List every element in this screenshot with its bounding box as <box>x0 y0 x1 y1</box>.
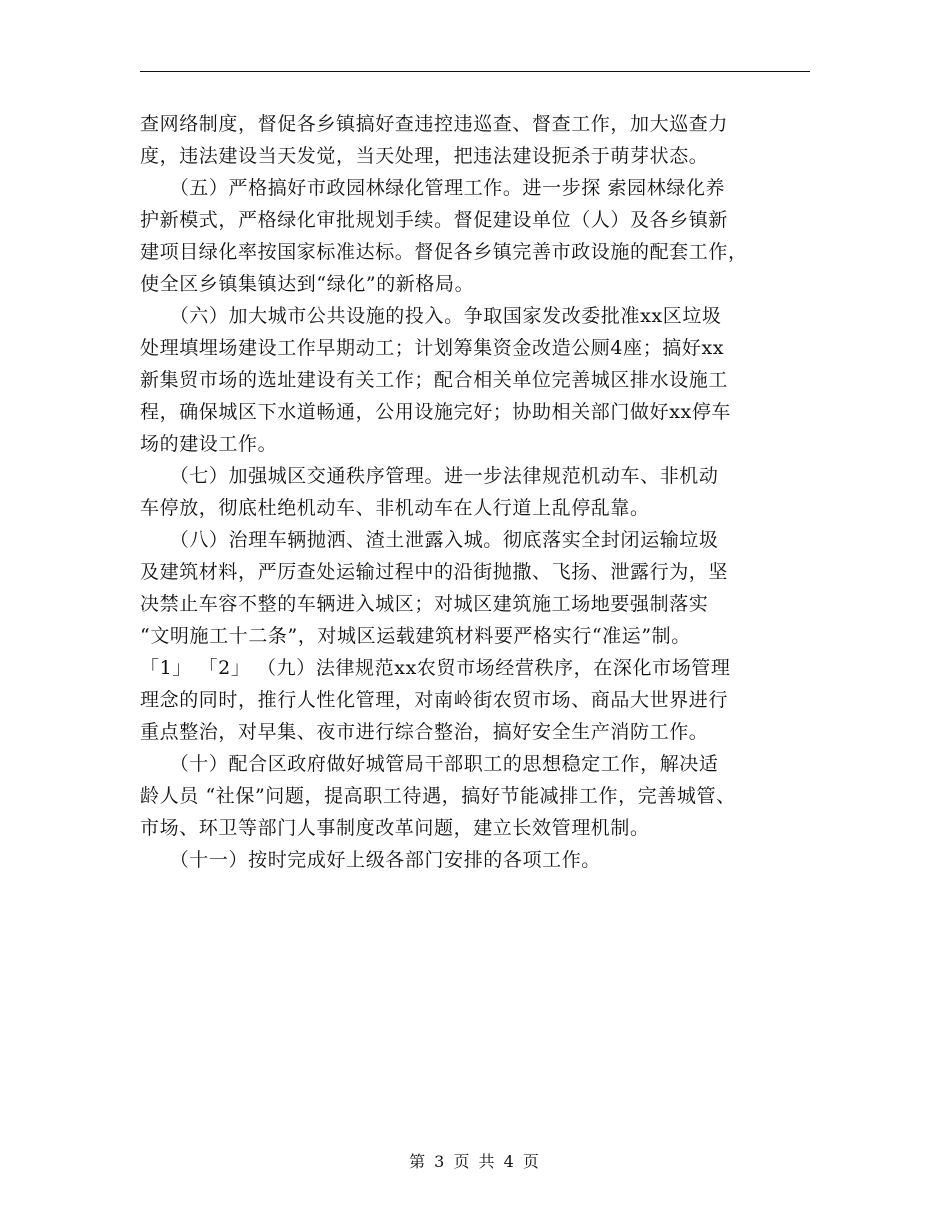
text-line: 车停放，彻底杜绝机动车、非机动车在人行道上乱停乱靠。 <box>140 497 650 519</box>
document-body <box>140 108 820 876</box>
text-line: 查网络制度，督促各乡镇搞好查违控违巡查、督查工作，加大巡查力 <box>140 113 729 135</box>
text-line: 建项目绿化率按国家标准达标。督促各乡镇完善市政设施的配套工作， <box>140 241 748 263</box>
text-line: “文明施工十二条”，对城区运载建筑材料要严格实行“准运”制。 <box>140 625 691 647</box>
text-line: 决禁止车容不整的车辆进入城区；对城区建筑施工场地要强制落实 <box>140 593 709 615</box>
text-line: 处理填埋场建设工作早期动工；计划筹集资金改造公厕4座；搞好xx <box>140 337 725 359</box>
header-rule <box>140 71 810 72</box>
text-line: 程，确保城区下水道畅通，公用设施完好；协助相关部门做好xx停车 <box>140 401 732 423</box>
paragraph-five-start: （五）严格搞好市政园林绿化管理工作。进一步探 索园林绿化养 <box>140 177 726 199</box>
paragraph-six-start: （六）加大城市公共设施的投入。争取国家发改委批准xx区垃圾 <box>140 305 722 327</box>
text-line: 重点整治，对早集、夜市进行综合整治，搞好安全生产消防工作。 <box>140 721 709 743</box>
text-line: 及建筑材料，严厉查处运输过程中的沿街抛撒、飞扬、泄露行为，坚 <box>140 561 729 583</box>
text-line: 度，违法建设当天发觉，当天处理，把违法建设扼杀于萌芽状态。 <box>140 145 709 167</box>
text-line: 理念的同时，推行人性化管理，对南岭街农贸市场、商品大世界进行 <box>140 689 729 711</box>
text-line: 市场、环卫等部门人事制度改革问题，建立长效管理机制。 <box>140 817 650 839</box>
text-line: 使全区乡镇集镇达到“绿化”的新格局。 <box>140 273 475 295</box>
text-line: 护新模式，严格绿化审批规划手续。督促建设单位（人）及各乡镇新 <box>140 209 729 231</box>
text-line: 新集贸市场的选址建设有关工作；配合相关单位完善城区排水设施工 <box>140 369 729 391</box>
paragraph-ten-start: （十）配合区政府做好城管局干部职工的思想稳定工作，解决适 <box>140 753 719 775</box>
paragraph-seven-start: （七）加强城区交通秩序管理。进一步法律规范机动车、非机动 <box>140 465 719 487</box>
paragraph-nine-start: 「1」 「2」 （九）法律规范xx农贸市场经营秩序，在深化市场管理 <box>140 657 731 679</box>
page-number-footer: 第 3 页 共 4 页 <box>409 1152 541 1171</box>
paragraph-eleven-start: （十一）按时完成好上级各部门安排的各项工作。 <box>140 849 601 871</box>
text-line: 龄人员 “社保”问题，提高职工待遇，搞好节能减排工作，完善城管、 <box>140 785 736 807</box>
text-line: 场的建设工作。 <box>140 433 278 455</box>
paragraph-eight-start: （八）治理车辆抛洒、渣土泄露入城。彻底落实全封闭运输垃圾 <box>140 529 719 551</box>
